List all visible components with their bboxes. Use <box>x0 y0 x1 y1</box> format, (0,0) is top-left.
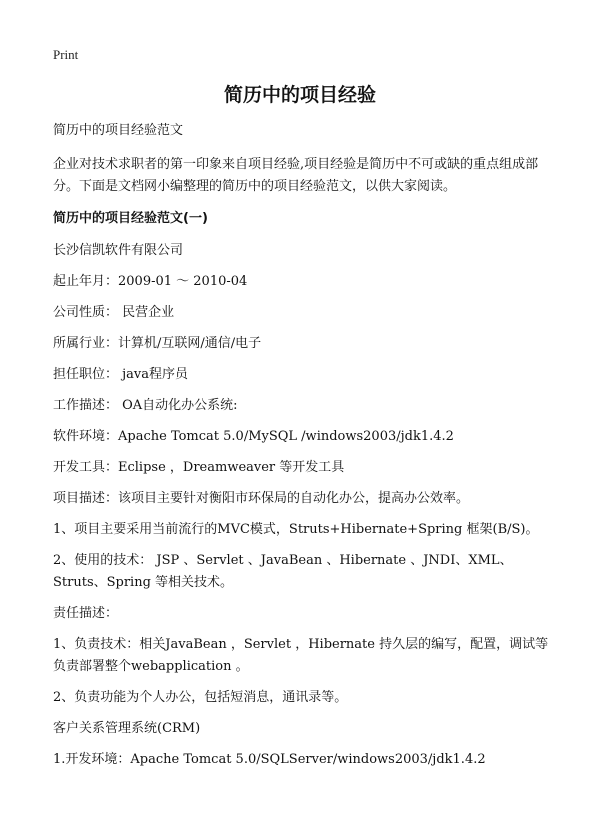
dev-tools-line: 开发工具：Eclipse ，Dreamweaver 等开发工具 <box>53 460 345 475</box>
print-label[interactable]: Print <box>53 47 79 62</box>
company-type-line: 公司性质： 民营企业 <box>53 305 175 320</box>
responsibility-function-line: 2、负责功能为个人办公，包括短消息，通讯录等。 <box>53 690 348 705</box>
crm-heading: 客户关系管理系统(CRM) <box>53 721 201 736</box>
document-body <box>53 120 553 780</box>
intro-paragraph: 企业对技术求职者的第一印象来自项目经验,项目经验是简历中不可或缺的重点组成部分。下面是文档网小编整理的简历中的项目经验范文，以供大家阅读。 <box>53 157 539 194</box>
technologies-line: 2、使用的技术： JSP 、Servlet 、JavaBean 、Hibernate 、JNDI、XML、Struts、Spring 等相关技术。 <box>53 553 513 590</box>
dev-environment-line: 1.开发环境：Apache Tomcat 5.0/SQLServer/windows2003/jdk1.4.2 <box>53 752 486 767</box>
software-environment-line: 软件环境：Apache Tomcat 5.0/MySQL /windows2003/jdk1.4.2 <box>53 429 454 444</box>
work-description-line: 工作描述： OA自动化办公系统: <box>53 398 238 413</box>
page-title: 简历中的项目经验 <box>223 84 376 106</box>
subtitle: 简历中的项目经验范文 <box>53 123 184 138</box>
company-name: 长沙信凯软件有限公司 <box>53 243 184 258</box>
industry-line: 所属行业：计算机/互联网/通信/电子 <box>53 336 262 351</box>
period-line: 起止年月：2009-01 ～ 2010-04 <box>53 274 248 289</box>
mvc-line: 1、项目主要采用当前流行的MVC模式，Struts+Hibernate+Spring 框架(B/S)。 <box>53 522 539 537</box>
responsibility-heading: 责任描述： <box>53 606 119 621</box>
position-line: 担任职位： java程序员 <box>53 367 189 382</box>
section-heading: 简历中的项目经验范文(一) <box>53 211 208 226</box>
project-description-line: 项目描述：该项目主要针对衡阳市环保局的自动化办公，提高办公效率。 <box>53 491 470 506</box>
responsibility-tech-line: 1、负责技术：相关JavaBean ，Servlet ，Hibernate 持久层的编写，配置，调试等负责部署整个webapplication 。 <box>53 637 549 674</box>
